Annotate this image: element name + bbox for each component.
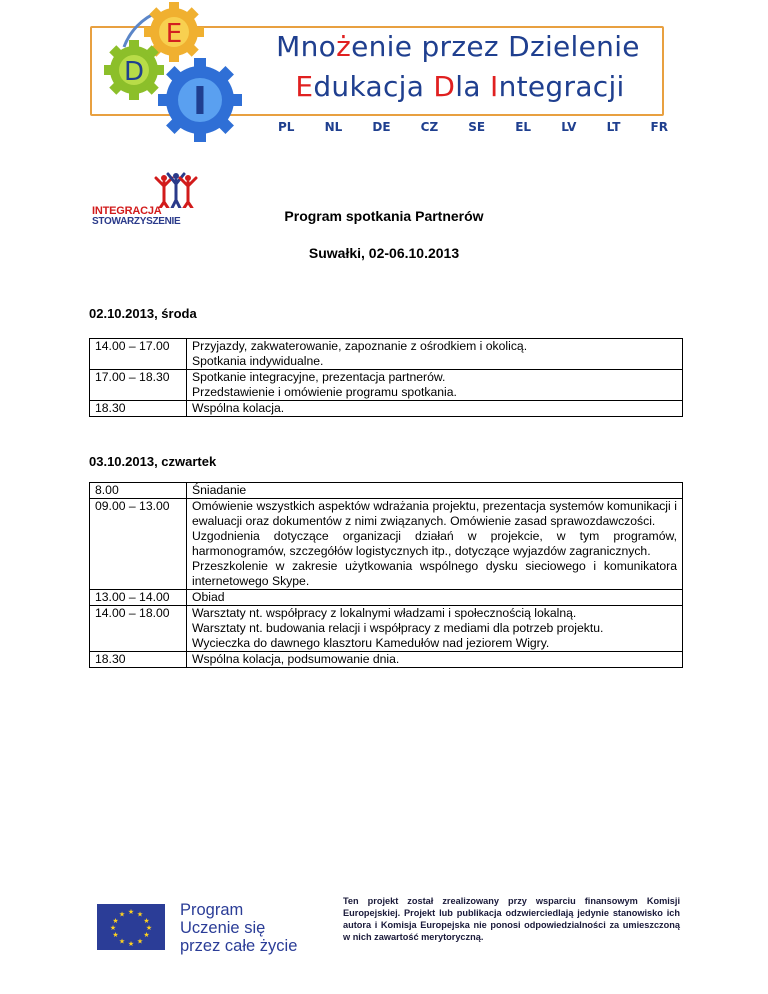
day-heading: 02.10.2013, środa	[89, 306, 197, 321]
svg-text:★: ★	[143, 931, 150, 939]
table-row	[90, 483, 683, 499]
people-icon	[152, 172, 200, 208]
schedule-table	[89, 338, 683, 417]
time-cell: 14.00 – 18.00	[90, 606, 187, 652]
eu-program-name: Program Uczenie się przez całe życie	[180, 901, 298, 955]
table-row	[90, 401, 683, 417]
schedule-table	[89, 482, 683, 668]
activity-cell: Omówienie wszystkich aspektów wdrażania projektu, prezentacja systemów komunikacji i ewaluacji oraz dokumentów z nimi związanych. Omówienie zasad sprawozdawczości. Uzgodnienia dotyczące organizacji działań w projekcie, w tym programów, harmonogramów, szczegółów logistycznych itp., dotyczące wyjazdów zagranicznych. Przeszkolenie w zakresie użytkowania wspólnego dysku sieciowego i komunikatora internetowego Skype.	[187, 499, 683, 590]
time-cell: 09.00 – 13.00	[90, 499, 187, 590]
activity-cell: Warsztaty nt. współpracy z lokalnymi władzami i społecznością lokalną. Warsztaty nt. budowania relacji i współpracy z mediami dla potrzeb projektu. Wycieczka do dawnego klasztoru Kamedułów nad jeziorem Wigry.	[187, 606, 683, 652]
gear-letter-d: D	[123, 57, 145, 87]
activity-cell: Wspólna kolacja, podsumowanie dnia.	[187, 652, 683, 668]
svg-text:★: ★	[145, 924, 153, 932]
activity-cell: Wspólna kolacja.	[187, 401, 683, 417]
svg-text:★: ★	[112, 917, 119, 925]
lang-de[interactable]: DE	[372, 120, 391, 134]
table-row	[90, 606, 683, 652]
activity-cell: Spotkanie integracyjne, prezentacja partnerów. Przedstawienie i omówienie programu spotkania.	[187, 370, 683, 401]
svg-text:★: ★	[127, 940, 135, 948]
project-gears-logo	[88, 2, 248, 152]
lang-cz[interactable]: CZ	[420, 120, 439, 134]
table-row	[90, 652, 683, 668]
integracja-logo-line1: INTEGRACJA	[92, 205, 162, 217]
lang-fr[interactable]: FR	[650, 120, 668, 134]
gear-letter-e: E	[165, 19, 183, 49]
table-row	[90, 590, 683, 606]
table-row	[90, 499, 683, 590]
time-cell: 8.00	[90, 483, 187, 499]
svg-text:★: ★	[136, 910, 144, 919]
lang-lv[interactable]: LV	[561, 120, 577, 134]
svg-text:★: ★	[112, 931, 119, 939]
lang-nl[interactable]: NL	[324, 120, 343, 134]
lang-el[interactable]: EL	[515, 120, 532, 134]
time-cell: 18.30	[90, 401, 187, 417]
svg-text:★: ★	[136, 937, 144, 946]
lang-pl[interactable]: PL	[278, 120, 295, 134]
activity-cell: Przyjazdy, zakwaterowanie, zapoznanie z ośrodkiem i okolicą. Spotkania indywidualne.	[187, 339, 683, 370]
lang-se[interactable]: SE	[468, 120, 486, 134]
table-row	[90, 339, 683, 370]
doc-title: Program spotkania Partnerów	[284, 208, 484, 224]
eu-flag-icon	[97, 904, 165, 950]
time-cell: 18.30	[90, 652, 187, 668]
funding-disclaimer: Ten projekt został zrealizowany przy wsparciu finansowym Komisji Europejskiej. Projekt lub publikacja odzwierciedlają jedynie stanowisko ich autora i Komisja Europejska nie ponosi odpowiedzialności za umieszczoną w nich zawartość merytoryczną.	[343, 896, 680, 942]
doc-place-date: Suwałki, 02-06.10.2013	[308, 245, 460, 261]
activity-cell: Obiad	[187, 590, 683, 606]
svg-text:★: ★	[118, 937, 126, 946]
svg-text:★: ★	[118, 910, 126, 919]
svg-text:★: ★	[109, 924, 117, 932]
integracja-logo-line2: STOWARZYSZENIE	[92, 216, 181, 227]
lang-lt[interactable]: LT	[606, 120, 621, 134]
activity-cell: Śniadanie	[187, 483, 683, 499]
time-cell: 13.00 – 14.00	[90, 590, 187, 606]
time-cell: 17.00 – 18.30	[90, 370, 187, 401]
project-title-line1: Mnożenie przez Dzielenie	[276, 30, 640, 63]
day-heading: 03.10.2013, czwartek	[89, 454, 217, 469]
svg-text:★: ★	[127, 908, 135, 916]
table-row	[90, 370, 683, 401]
project-title-line2: Edukacja Dla Integracji	[295, 70, 625, 103]
language-bar	[278, 120, 668, 134]
time-cell: 14.00 – 17.00	[90, 339, 187, 370]
gear-letter-i: I	[192, 79, 208, 123]
svg-text:★: ★	[143, 917, 150, 925]
